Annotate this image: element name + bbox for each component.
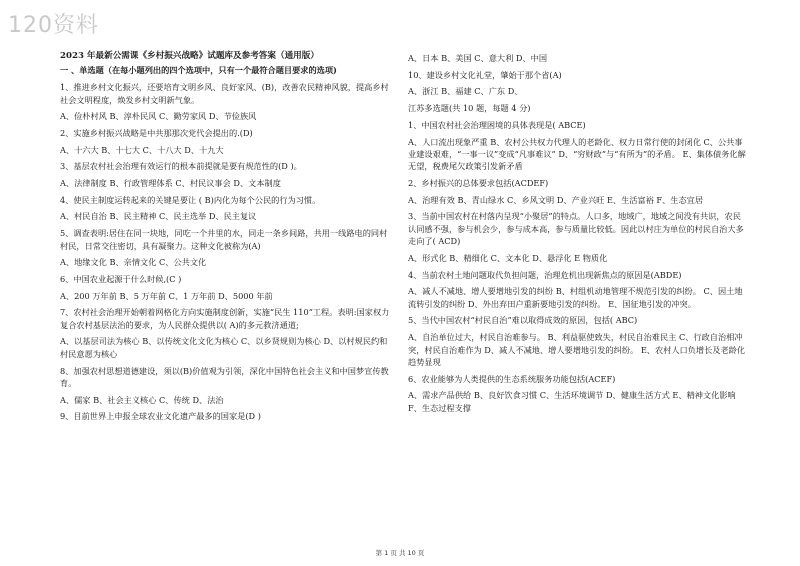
- right-paragraph: A、人口流出现象严重 B、农村公共权力代理人的老龄化、权力日常行使的封闭化 C、公共事业建设艰难，“一事一议”变成“凡事难议” D、“穷财政”与“有所为”的矛盾。 E、集体债务化解无望，税费尾欠政策引发新矛盾: [408, 136, 746, 172]
- right-paragraph: 5、当代中国农村“村民自治”难以取得成效的原因，包括( ABC): [408, 315, 638, 326]
- left-paragraph: 一 、单选题（在每小题列出的四个选项中，只有一个最符合题目要求的选项): [60, 65, 337, 76]
- left-paragraph: A、十六大 B、十七大 C、十八大 D、十九大: [60, 144, 224, 155]
- right-paragraph: A、浙江 B、福建 C、广东 D、: [408, 86, 523, 97]
- left-paragraph: 5、调查表明:居住在同一块地，同吃一个井里的水，同走一条乡间路，共用一线路电的同村村民，日常交往密切，具有凝聚力。这种文化被称为(A): [60, 228, 388, 251]
- right-paragraph: A、形式化 B、精细化 C、文本化 D、悬浮化 E 物质化: [408, 252, 608, 263]
- right-paragraph: A、需求产品供给 B、良好饮食习惯 C、生活环境调节 D、健康生活方式 E、精神文化影响 F、生态过程支撑: [408, 390, 736, 413]
- right-paragraph: 3、当前中国农村在村落内呈现“小聚居”的特点。人口多，地域广，地域之间没有共识，农民认同感不强，参与机会少，参与成本高，参与质量比较低。因此以村庄为单位的村民自治大多走向了( ACD): [408, 211, 744, 247]
- left-paragraph: 7、农村社会治理开始朝着网格化方向实施制度创新，实施“民生 110”工程。表明:国家权力复合农村基层法治的要求，为人民群众提供以( A)的多元救济通道;: [60, 307, 390, 330]
- left-paragraph: 1、推进乡村文化振兴，还要培育文明乡风、良好家风、(B)，改善农民精神风貌，提高乡村社会文明程度，焕发乡村文明新气象。: [60, 82, 389, 105]
- right-column: [408, 52, 748, 419]
- left-paragraph: 4、使民主制度运转起来的关键是要让 ( B)内化为每个公民的行为习惯。: [60, 194, 321, 205]
- left-paragraph: 6、中国农业起源于什么时候,(C ): [60, 273, 182, 284]
- left-paragraph: 2、实施乡村振兴战略是中共那那次党代会提出的.(D): [60, 127, 253, 138]
- left-paragraph: A、俭朴村风 B、淳朴民风 C、勤劳家风 D、节俭族风: [60, 111, 257, 122]
- left-paragraph: 3、基层农村社会治理有效运行的根本前提就是要有规范性的(D )。: [60, 161, 302, 172]
- left-paragraph: 8、加强农村思想道德建设，须以(B)价值观为引领，深化中国特色社会主义和中国梦宣传教育。: [60, 365, 389, 388]
- left-column: [60, 50, 390, 427]
- right-paragraph: 10、建设乡村文化礼堂，肇始于那个省(A): [408, 69, 562, 80]
- left-paragraph: A、儒家 B、社会主义核心 C、传统 D、法治: [60, 394, 224, 405]
- right-paragraph: A、自治单位过大，村民自治难参与。 B、利益驱使致失，村民自治难民主 C、行政自治相冲突，村民自治难作为 D、减人不减地、增人要增地引发的纠纷。 E、农村人口负增长及老龄化趋势显现: [408, 332, 746, 367]
- right-paragraph: 江苏多选题(共 10 题，每题 4 分): [408, 103, 531, 114]
- right-paragraph: 1、中国农村社会治理困境的具体表现是( ABCE): [408, 119, 586, 130]
- left-paragraph: A、以基层司法为核心 B、以传统文化文化为核心 C、以乡贤规则为核心 D、以村规民约和村民意愿为核心: [60, 336, 388, 359]
- right-paragraph: A、日本 B、美国 C、意大利 D、中国: [408, 53, 548, 63]
- left-paragraph: 9、目前世界上申报全球农业文化遗产最多的国家是(D ): [60, 411, 261, 422]
- left-paragraph: 2023 年最新公需课《乡村振兴战略》试题库及参考答案（通用版）: [60, 51, 319, 61]
- page-footer: 第 1 页 共 10 页: [375, 549, 425, 557]
- right-paragraph: 4、当前农村土地问题取代负担问题，治理危机出现新焦点的原因是(ABDE): [408, 269, 682, 280]
- left-paragraph: A、200 万年前 B、5 万年前 C、1 万年前 D、5000 年前: [60, 290, 273, 301]
- right-paragraph: A、减人不减地、增人要增地引发的纠纷 B、村组机动地管理不规范引发的纠纷。 C、因土地流转引发的纠纷 D、外出弃田户重新要地引发的纠纷。 E、国征地引发的冲突。: [408, 286, 743, 309]
- right-paragraph: A、治理有效 B、青山绿水 C、乡风文明 D、产业兴旺 E、生活富裕 F、生态宜居: [408, 194, 704, 205]
- left-paragraph: A、地缘文化 B、亲情文化 C、公共文化: [60, 257, 207, 268]
- left-paragraph: A、法律制度 B、行政管理体系 C、村民议事会 D、文本制度: [60, 178, 281, 189]
- right-paragraph: 6、农业能够为人类提供的生态系统服务功能包括(ACEF): [408, 373, 616, 384]
- watermark-logo: 120资料: [8, 13, 99, 38]
- left-paragraph: A、村民自治 B、民主精神 C、民主选举 D、民主复议: [60, 211, 257, 222]
- right-paragraph: 2、乡村振兴的总体要求包括(ACDEF): [408, 178, 549, 189]
